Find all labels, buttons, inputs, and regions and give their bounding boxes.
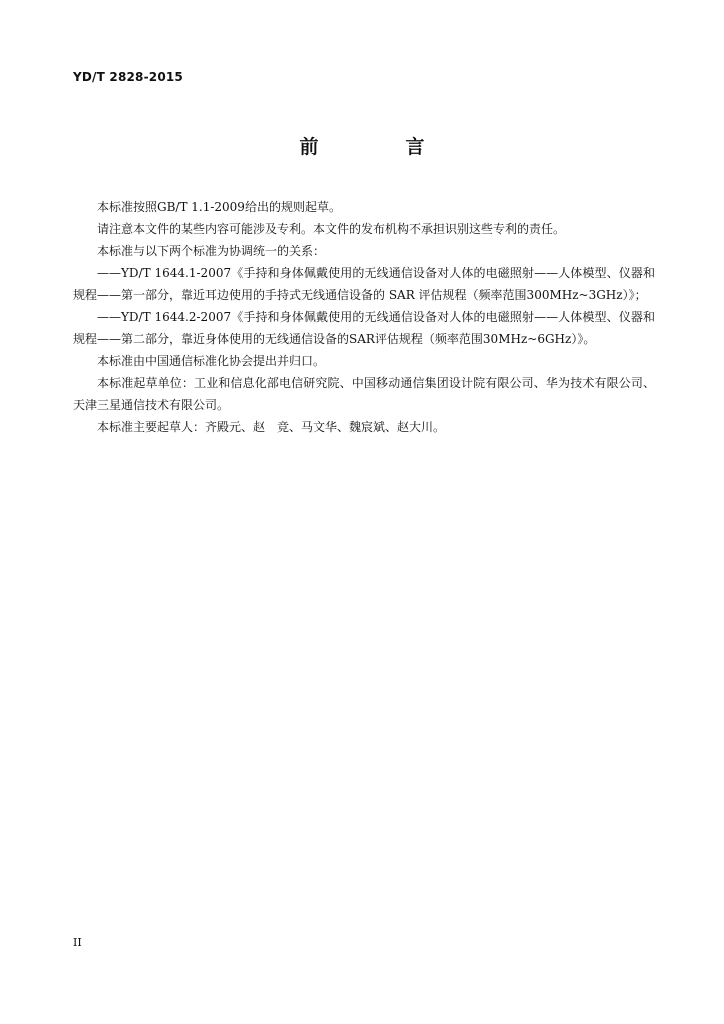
- paragraph-drafting-rules: 本标准按照GB/T 1.1-2009给出的规则起草。: [97, 200, 341, 214]
- foreword-body: [73, 196, 655, 438]
- standard-code: YD/T 2828-2015: [73, 70, 183, 84]
- paragraph-patent-notice: 请注意本文件的某些内容可能涉及专利。本文件的发布机构不承担识别这些专利的责任。: [97, 222, 566, 236]
- paragraph-related-standard-2: ——YD/T 1644.2-2007《手持和身体佩戴使用的无线通信设备对人体的电磁照射——人体模型、仪器和规程——第二部分，靠近身体使用的无线通信设备的SAR评估规程（频率范围30MHz~6GHz）》。: [73, 310, 655, 346]
- paragraph-proposer: 本标准由中国通信标准化协会提出并归口。: [97, 354, 326, 368]
- page-title: 前 言: [299, 136, 459, 158]
- paragraph-related-standard-1: ——YD/T 1644.1-2007《手持和身体佩戴使用的无线通信设备对人体的电磁照射——人体模型、仪器和规程——第一部分，靠近耳边使用的手持式无线通信设备的 SAR 评估规程（频率范围300MHz~3GHz）》；: [73, 266, 655, 302]
- paragraph-drafters: 本标准主要起草人：齐殿元、赵 竞、马文华、魏宸斌、赵大川。: [97, 420, 446, 434]
- paragraph-related-standards: 本标准与以下两个标准为协调统一的关系：: [97, 244, 326, 258]
- paragraph-drafting-units: 本标准起草单位：工业和信息化部电信研究院、中国移动通信集团设计院有限公司、华为技术有限公司、天津三星通信技术有限公司。: [73, 376, 655, 412]
- page-number: II: [73, 936, 82, 949]
